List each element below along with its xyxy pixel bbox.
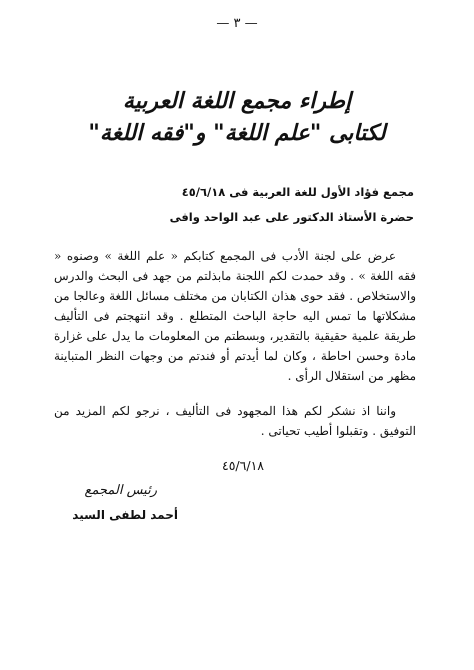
address-recipient: حضرة الأستاذ الدكتور على عبد الواحد وافى bbox=[169, 210, 414, 224]
signature-title: رئيس المجمع bbox=[84, 483, 157, 498]
heading-line-1: إطراء مجمع اللغة العربية bbox=[122, 88, 352, 114]
letter-date: ٤٥/٦/١٨ bbox=[222, 458, 264, 473]
address-sender: مجمع فؤاد الأول للغة العربية فى ٤٥/٦/١٨ bbox=[181, 185, 414, 199]
page-number: — ٣ — bbox=[216, 16, 258, 31]
body-paragraph-2: واننا اذ نشكر لكم هذا المجهود فى التأليف ، نرجو لكم المزيد من التوفيق . وتقبلوا أطيب تحياتى . bbox=[54, 404, 416, 438]
body-paragraph-1: عرض على لجنة الأدب فى المجمع كتابكم « علم اللغة » وصنوه « فقه اللغة » . وقد حمدت لكم اللجنة مابذلتم من جهد فى البحث والدرس والاستخلاص . فقد حوى هذان الكتابان من مختلف مسائل اللغة وعالجا من مشكلاتها ما تمس اليه حاجة الباحث المتطلع . وقد انتهجتم فى التأليف طريقة علمية حقيقية بالتقدير، وبسطتم من المعلومات ما يدل على غزارة مادة وحسن احاطة ، وكان لما أيدتم أو فندتم من وجهات النظر المتباينة مظهر من استقلال الرأى . bbox=[54, 249, 416, 383]
heading-line-2: لكتابى "علم اللغة" و"فقه اللغة" bbox=[88, 120, 386, 146]
signature-name: أحمد لطفى السيد bbox=[72, 508, 178, 522]
